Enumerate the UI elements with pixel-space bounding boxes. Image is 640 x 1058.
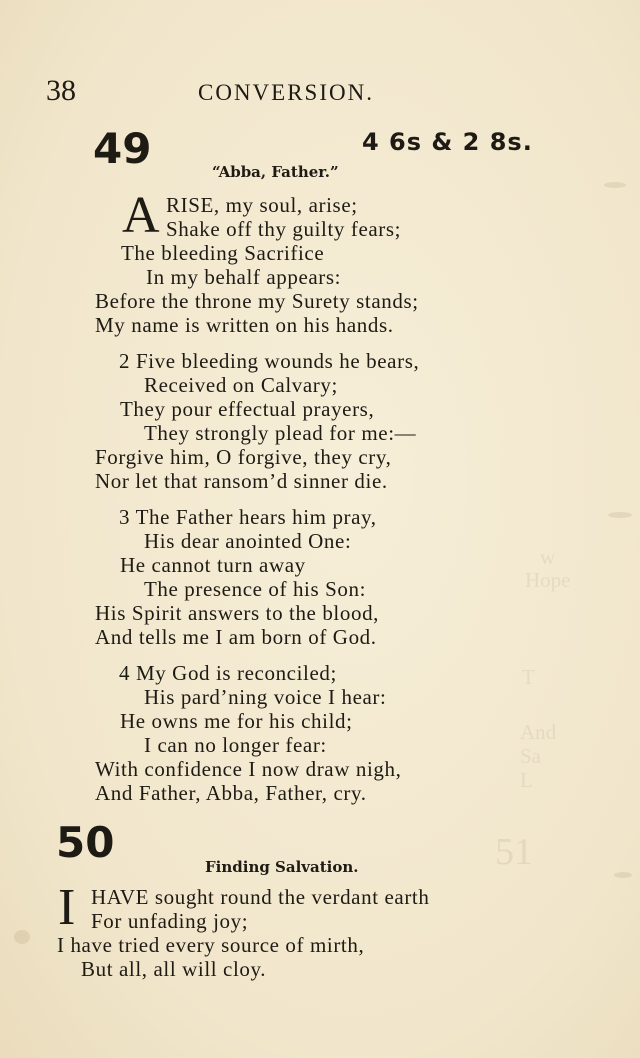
- verse-line: HAVE sought round the verdant earth: [91, 885, 430, 909]
- hymn-meter: 4 6s & 2 8s.: [362, 128, 533, 156]
- verse-line: And tells me I am born of God.: [95, 625, 377, 649]
- verse-line: RISE, my soul, arise;: [166, 193, 358, 217]
- verse-line: My name is written on his hands.: [95, 313, 394, 337]
- hymn-subtitle: Finding Salvation.: [205, 858, 359, 876]
- verse-line: His dear anointed One:: [144, 529, 352, 553]
- verse-line: They pour effectual prayers,: [120, 397, 375, 421]
- page-number: 38: [46, 74, 76, 107]
- verse-line: His pard’ning voice I hear:: [144, 685, 387, 709]
- verse-line: For unfading joy;: [91, 909, 249, 933]
- verse-line: The presence of his Son:: [144, 577, 367, 601]
- drop-cap: A: [122, 187, 160, 244]
- verse-line: In my behalf appears:: [146, 265, 342, 289]
- verse-line: With confidence I now draw nigh,: [95, 757, 402, 781]
- verse-line: Shake off thy guilty fears;: [166, 217, 402, 241]
- verse-line: But all, all will cloy.: [81, 957, 267, 981]
- verse-line: 4 My God is reconciled;: [119, 661, 337, 685]
- verse-line: They strongly plead for me:—: [144, 421, 417, 445]
- verse-line: 3 The Father hears him pray,: [119, 505, 377, 529]
- hymn-number: 49: [93, 124, 152, 173]
- verse-line: His Spirit answers to the blood,: [95, 601, 380, 625]
- verse-line: Received on Calvary;: [144, 373, 338, 397]
- verse-line: I can no longer fear:: [144, 733, 327, 757]
- verse-line: The bleeding Sacrifice: [121, 241, 325, 265]
- verse-line: I have tried every source of mirth,: [57, 933, 365, 957]
- verse-line: Nor let that ransom’d sinner die.: [95, 469, 388, 493]
- verse-line: He owns me for his child;: [120, 709, 353, 733]
- verse-line: And Father, Abba, Father, cry.: [95, 781, 367, 805]
- running-title: CONVERSION.: [198, 80, 374, 105]
- verse-line: Before the throne my Surety stands;: [95, 289, 419, 313]
- book-page: w Hope T And Sa L 51 38 CONVERSION. 49 4 6s & 2 8s. “Abba, Father.” A RISE, my soul, arise; Shake off thy guilty fears; The bleeding Sacrifice In my behalf appears: Before the throne my Surety stands; My name is written on his hands. 2 Five bleeding wounds he bears, Received on Calvary; They pour effectual prayers, They strongly plead for me:— Forgive him, O forgive, they cry, Nor let that ransom’d sinner die. 3 The Father hears him pray, His dear anointed One: He cannot turn away The presence of his Son: His Spirit answers to the blood, And tells me I am born of God. 4 My God is reconciled; His pard’ning voice I hear: He owns me for his child; I can no longer fear: With confidence I now draw nigh, And Father, Abba, Father, cry. 50 Finding Salvation. I HAVE sought round the verdant earth For unfading joy; I have tried every source of mirth, But all, all will cloy.: [0, 0, 640, 1058]
- verse-line: Forgive him, O forgive, they cry,: [95, 445, 392, 469]
- hymn-number: 50: [56, 818, 115, 867]
- drop-cap: I: [58, 879, 76, 936]
- hymn-subtitle: “Abba, Father.”: [212, 163, 339, 181]
- verse-line: He cannot turn away: [120, 553, 306, 577]
- verse-line: 2 Five bleeding wounds he bears,: [119, 349, 420, 373]
